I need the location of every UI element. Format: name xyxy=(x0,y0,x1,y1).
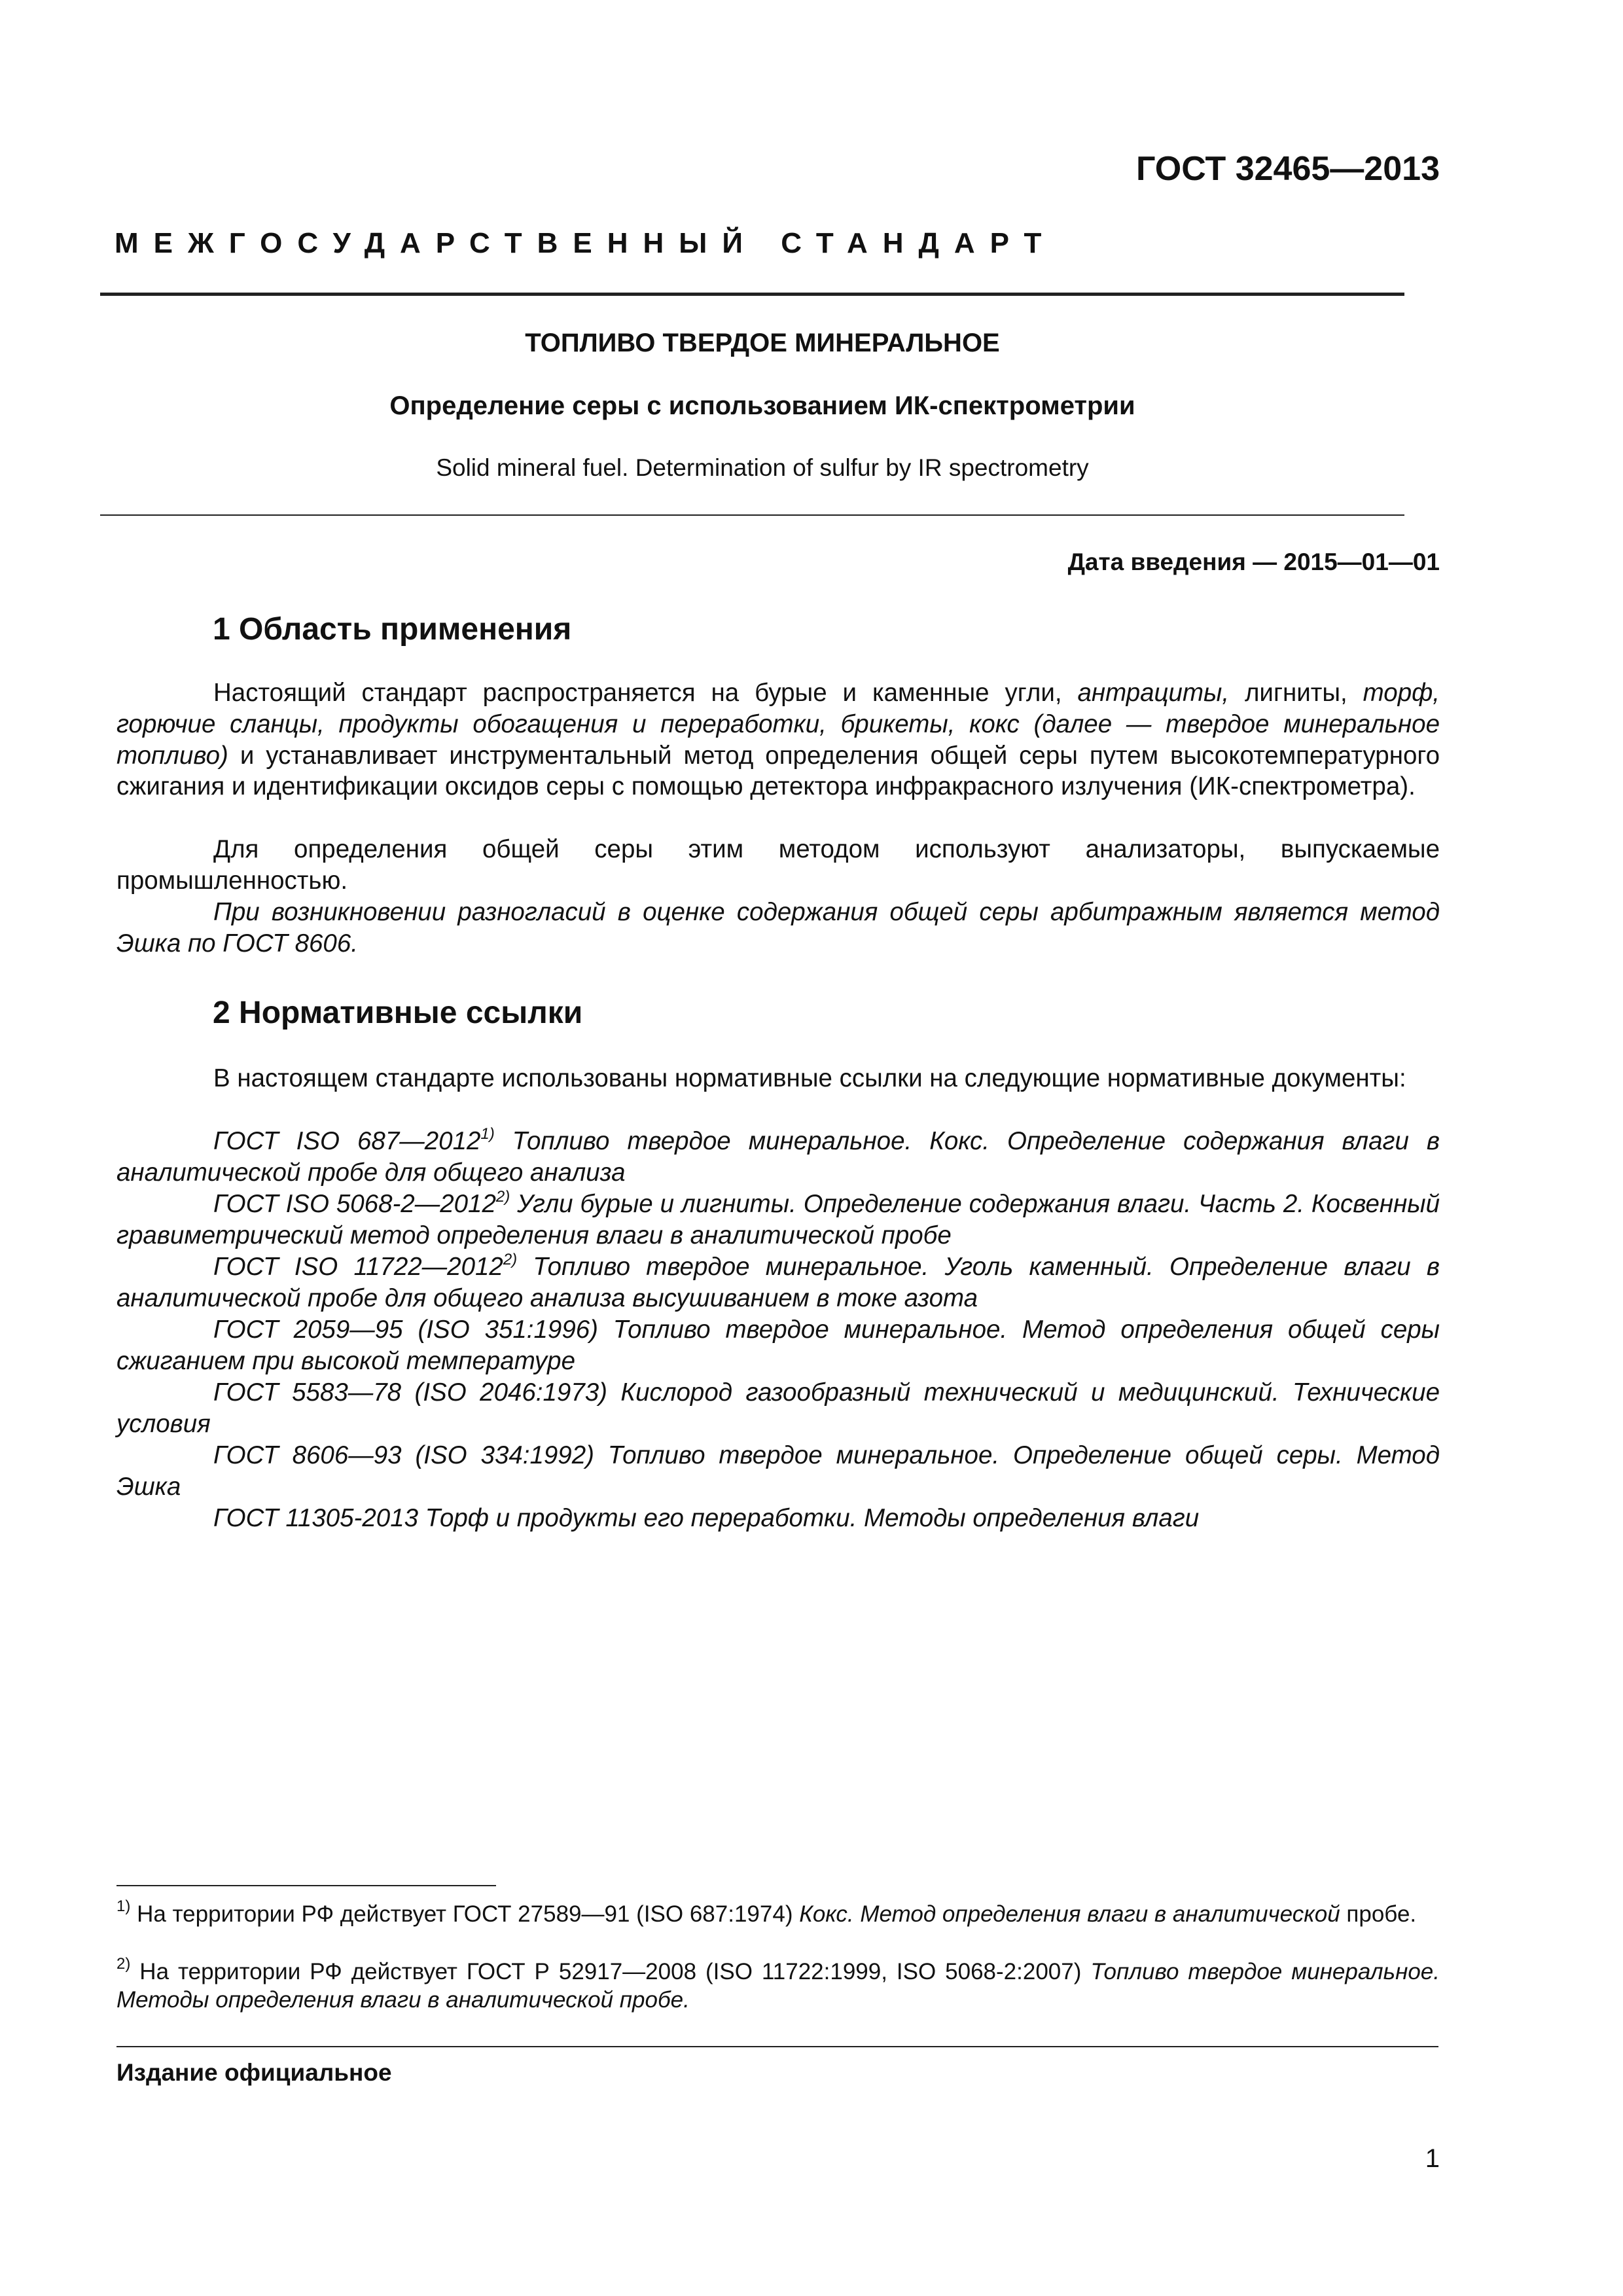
reference-item xyxy=(116,1126,1440,1189)
footnote-tail: пробе. xyxy=(1340,1901,1417,1927)
reference-title: Торф и продукты его переработки. Методы определения влаги xyxy=(418,1504,1200,1532)
footnote-mark: 2) xyxy=(116,1955,131,1973)
section-2-heading: 2 Нормативные ссылки xyxy=(213,996,583,1030)
p1-text-2: лигниты, xyxy=(1229,679,1363,707)
footnote-text: На территории РФ действует ГОСТ Р 52917—2008 (ISO 11722:1999, ISO 5068-2:2007) xyxy=(130,1959,1091,1984)
p1-text-1: Настоящий стандарт распространяется на бурые и каменные угли, xyxy=(213,679,1078,707)
gost-number: ГОСТ 32465—2013 xyxy=(1136,150,1440,188)
title-thin-rule xyxy=(100,514,1404,516)
section-1-paragraph-1 xyxy=(116,677,1440,802)
reference-title: Топливо твердое минеральное. Метод определения общей серы сжиганием при высокой температуре xyxy=(116,1316,1440,1375)
reference-item xyxy=(116,1251,1440,1314)
reference-item xyxy=(116,1440,1440,1503)
document-subtitle: Определение серы с использованием ИК-спектрометрии xyxy=(389,391,1135,420)
official-edition-label: Издание официальное xyxy=(116,2059,392,2086)
section-2-intro: В настоящем стандарте использованы нормативные ссылки на следующие нормативные документы: xyxy=(213,1064,1406,1092)
reference-title: Топливо твердое минеральное. Определение общей серы. Метод Эшка xyxy=(116,1441,1440,1501)
document-title: ТОПЛИВО ТВЕРДОЕ МИНЕРАЛЬНОЕ xyxy=(525,329,1000,357)
footnote-ref-mark: 2) xyxy=(503,1251,518,1268)
reference-item xyxy=(116,1377,1440,1440)
section-1-paragraph-2: Для определения общей серы этим методом используют анализаторы, выпускаемые промышленностью. xyxy=(116,835,1440,895)
footnote-italic-text: Топливо твердое минеральное. Методы определения влаги в аналитической пробе. xyxy=(116,1959,1440,2013)
reference-code: ГОСТ ISO 11722—2012 xyxy=(213,1253,503,1281)
p1-italic-2: торф, горючие сланцы, продукты обогащения и переработки, брикеты, кокс (далее — твердое минеральное топливо) xyxy=(116,679,1440,770)
header-thick-rule xyxy=(100,293,1404,296)
reference-title: Топливо твердое минеральное. Уголь каменный. Определение влаги в аналитической пробе для общего анализа высушиванием в токе азота xyxy=(116,1253,1440,1312)
reference-title: Кислород газообразный технический и медицинский. Технические условия xyxy=(116,1378,1440,1438)
reference-code: ГОСТ 5583—78 (ISO 2046:1973) xyxy=(213,1378,607,1407)
reference-code: ГОСТ ISO 5068-2—2012 xyxy=(213,1190,496,1218)
interstate-standard-label: МЕЖГОСУДАРСТВЕННЫЙ СТАНДАРТ xyxy=(115,227,1057,259)
english-title: Solid mineral fuel. Determination of sulfur by IR spectrometry xyxy=(436,454,1089,481)
section-1-paragraph-3: При возникновении разногласий в оценке содержания общей серы арбитражным является метод Эшка по ГОСТ 8606. xyxy=(116,898,1440,958)
reference-item xyxy=(116,1189,1440,1251)
reference-item xyxy=(116,1503,1440,1534)
reference-title: Топливо твердое минеральное. Кокс. Определение содержания влаги в аналитической пробе для общего анализа xyxy=(116,1127,1440,1187)
page-number: 1 xyxy=(1425,2144,1440,2173)
footnote-2 xyxy=(116,1955,1440,2014)
footer-rule xyxy=(116,2046,1438,2047)
footnote-separator xyxy=(116,1885,496,1886)
p1-italic-1: антрациты, xyxy=(1077,679,1230,707)
footnote-mark: 1) xyxy=(116,1897,131,1915)
footnote-ref-mark: 2) xyxy=(495,1188,510,1206)
reference-code: ГОСТ 2059—95 (ISO 351:1996) xyxy=(213,1316,598,1344)
footnote-ref-mark: 1) xyxy=(480,1125,495,1143)
footnote-text: На территории РФ действует ГОСТ 27589—91 (ISO 687:1974) xyxy=(130,1901,800,1927)
p1-text-3: и устанавливает инструментальный метод определения общей серы путем высокотемпературного сжигания и идентификации оксидов серы с помощью детектора инфракрасного излучения (ИК-спектрометра). xyxy=(116,741,1440,801)
reference-code: ГОСТ ISO 687—2012 xyxy=(213,1127,481,1155)
footnote-italic-text: Кокс. Метод определения влаги в аналитической xyxy=(799,1901,1340,1927)
section-1-heading: 1 Область применения xyxy=(213,612,572,647)
footnote-1 xyxy=(116,1897,1440,1928)
reference-code: ГОСТ 8606—93 (ISO 334:1992) xyxy=(213,1441,594,1469)
reference-title: Угли бурые и лигниты. Определение содержания влаги. Часть 2. Косвенный гравиметрический метод определения влаги в аналитической пробе xyxy=(116,1190,1440,1249)
reference-code: ГОСТ 11305-2013 xyxy=(213,1504,419,1532)
reference-item xyxy=(116,1314,1440,1377)
introduction-date: Дата введения — 2015—01—01 xyxy=(1067,548,1440,575)
